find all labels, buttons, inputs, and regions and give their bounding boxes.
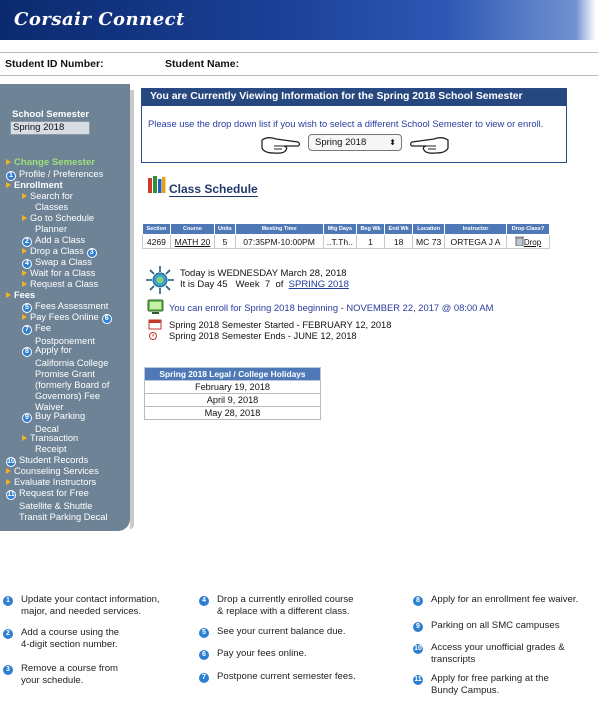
calendar-icon — [148, 317, 163, 343]
holidays-header: Spring 2018 Legal / College Holidays — [145, 368, 321, 381]
day-number: 45 — [216, 279, 228, 290]
sidebar-item-label: Transaction — [30, 433, 79, 443]
enroll-notice — [147, 299, 494, 317]
column-header: Beg Wk — [356, 224, 384, 235]
sidebar-item-label: Waiver — [35, 402, 64, 412]
step-number-badge: 5 — [198, 627, 210, 639]
class-schedule-title: Class Schedule — [169, 182, 258, 196]
legend-text — [431, 594, 578, 606]
table-row — [145, 394, 321, 407]
legend-line: & replace with a different class. — [217, 606, 350, 617]
sidebar-item-label: Go to Schedule — [30, 213, 95, 223]
student-name-label: Student Name: — [165, 58, 240, 70]
today-day-line — [180, 279, 349, 290]
legend-line: Apply for free parking at the — [431, 673, 549, 684]
step-number-badge: 3 — [87, 248, 97, 258]
step-number-badge: 4 — [198, 595, 210, 607]
banner-fade — [576, 0, 596, 40]
today-date: WEDNESDAY March 28, 2018 — [217, 268, 347, 279]
cell-days: ..T.Th.. — [323, 235, 356, 249]
today-prefix: Today is — [180, 268, 215, 279]
legend-text — [217, 626, 346, 638]
arrow-icon — [22, 248, 27, 254]
sidebar-item-label: Fees — [14, 290, 36, 300]
semester-viewing-panel — [141, 88, 567, 163]
arrow-icon — [6, 479, 11, 485]
enroll-notice-text: You can enroll for Spring 2018 beginning - NOVEMBER 22, 2017 @ 08:00 AM — [169, 302, 494, 313]
sidebar-item-15[interactable] — [22, 411, 85, 434]
step-number-badge: 9 — [412, 621, 424, 633]
legend-line: major, and needed services. — [21, 606, 141, 617]
holidays-table — [144, 367, 321, 420]
sidebar-item-label: Apply for — [35, 345, 72, 355]
legend-text — [217, 594, 354, 618]
step-number-badge: 2 — [2, 628, 14, 640]
arrow-icon — [22, 314, 27, 320]
semester-link[interactable]: SPRING 2018 — [288, 279, 349, 290]
column-header: Location — [413, 224, 445, 235]
sidebar-item-label: Transit Parking Decal — [19, 512, 108, 522]
legend-line: Bundy Campus. — [431, 685, 500, 696]
legend-line: Postpone current semester fees. — [217, 671, 356, 682]
table-row — [145, 407, 321, 420]
column-header: Meeting Time — [235, 224, 323, 235]
arrow-icon — [22, 193, 27, 199]
arrow-icon — [22, 435, 27, 441]
step-number-badge: 7 — [198, 672, 210, 684]
sidebar-item-18[interactable] — [6, 466, 99, 476]
step-number-badge: 8 — [412, 595, 424, 607]
legend-line: Update your contact information, — [21, 594, 160, 605]
column-header: Units — [215, 224, 235, 235]
legend-text — [431, 620, 560, 632]
sidebar-item-label: (formerly Board of — [35, 380, 110, 390]
legend-line: Remove a course from — [21, 663, 119, 674]
holiday-date: May 28, 2018 — [145, 407, 321, 420]
sidebar-item-9[interactable] — [22, 279, 98, 289]
of-label: of — [275, 279, 284, 290]
sidebar-item-label: California College — [35, 358, 109, 368]
course-link[interactable]: MATH 20 — [170, 235, 214, 249]
sidebar-item-label: Satellite & Shuttle — [19, 501, 93, 511]
sidebar-item-label: Enrollment — [14, 180, 63, 190]
step-number-badge: 4 — [22, 259, 32, 269]
column-header: Course — [170, 224, 214, 235]
app-banner — [0, 0, 598, 40]
today-date-line — [180, 268, 347, 279]
step-number-badge: 9 — [22, 413, 32, 423]
step-number-badge: 8 — [22, 347, 32, 357]
step-number-badge: 1 — [2, 595, 14, 607]
week-label: Week — [235, 279, 260, 290]
sidebar-item-10[interactable] — [6, 290, 35, 300]
drop-link[interactable]: Drop — [523, 238, 542, 247]
select-caret-icon: ⬍ — [389, 138, 396, 147]
legend-line: Pay your fees online. — [217, 648, 307, 659]
sidebar-item-13[interactable] — [22, 323, 95, 346]
step-number-badge: 10 — [412, 643, 424, 655]
sidebar-item-label: Change Semester — [14, 157, 96, 168]
column-header: Drop Class? — [506, 224, 549, 235]
viewing-message: Please use the drop down list if you wish to select a different School Semester to view or enroll. — [148, 118, 544, 129]
arrow-icon — [6, 182, 11, 188]
sidebar-item-label: Governors) Fee — [35, 391, 101, 401]
sidebar-item-19[interactable] — [6, 477, 96, 487]
pointing-hand-right-icon — [260, 134, 302, 156]
step-number-badge: 10 — [7, 458, 15, 465]
arrow-icon — [22, 281, 27, 287]
sidebar-item-label: Promise Grant — [35, 369, 95, 379]
sun-icon — [145, 265, 175, 295]
sidebar-item-label: Request for Free — [19, 488, 89, 498]
legend-line: transcripts — [431, 654, 476, 665]
legend-line: 4-digit section number. — [21, 639, 118, 650]
step-number-badge: 6 — [102, 314, 112, 324]
column-header: Mtg Days — [323, 224, 356, 235]
semester-value: Spring 2018 — [10, 121, 90, 135]
sidebar-item-label: Request a Class — [30, 279, 99, 289]
column-header: End Wk — [385, 224, 413, 235]
today-info — [145, 265, 349, 298]
legend-line: Access your unofficial grades & — [431, 642, 565, 653]
arrow-icon — [6, 159, 11, 165]
table-row — [143, 235, 550, 249]
step-number-badge: 3 — [2, 664, 14, 676]
pointing-hand-left-icon — [408, 134, 450, 156]
schedule-header-row — [143, 224, 550, 235]
sidebar-item-label: Counseling Services — [14, 466, 99, 476]
sidebar-item-label: Search for — [30, 191, 73, 201]
sidebar-item-4[interactable] — [22, 213, 94, 234]
sidebar-item-3[interactable] — [22, 191, 73, 212]
step-number-badge: 2 — [22, 237, 32, 247]
sidebar-shadow — [130, 90, 134, 529]
books-icon — [147, 175, 167, 195]
trash-icon — [515, 236, 524, 246]
sidebar-item-label: Wait for a Class — [30, 268, 96, 278]
arrow-icon — [6, 292, 11, 298]
sidebar-item-0[interactable] — [6, 158, 95, 168]
legend-line: Add a course using the — [21, 627, 120, 638]
legend-line: Parking on all SMC campuses — [431, 620, 560, 631]
sidebar-item-label: Buy Parking — [35, 411, 86, 421]
sidebar-item-label: Drop a Class — [30, 246, 84, 256]
student-info-bar — [0, 52, 598, 76]
sidebar-item-label: Classes — [35, 202, 69, 212]
cell-instructor: ORTEGA J A — [445, 235, 507, 249]
sidebar-item-label: Swap a Class — [35, 257, 92, 267]
app-logo: Corsair Connect — [14, 9, 185, 30]
column-header: Section — [143, 224, 171, 235]
sidebar-item-label: Decal — [35, 424, 59, 434]
class-schedule-heading — [147, 175, 258, 198]
day-label: It is Day — [180, 279, 215, 290]
cell-begin-week: 1 — [356, 235, 384, 249]
arrow-icon — [22, 215, 27, 221]
class-schedule-table — [142, 223, 550, 249]
drop-class-button[interactable] — [506, 235, 549, 249]
sidebar-item-label: Evaluate Instructors — [14, 477, 97, 487]
sidebar-item-label: Profile / Preferences — [19, 169, 104, 179]
cell-location: MC 73 — [413, 235, 445, 249]
arrow-icon — [22, 270, 27, 276]
sidebar-item-label: Planner — [35, 224, 68, 234]
semester-select[interactable] — [308, 134, 402, 151]
sidebar-item-label: Fee — [35, 323, 52, 333]
column-header: Instructor — [445, 224, 507, 235]
step-number-badge: 1 — [6, 171, 16, 181]
sidebar-item-label: Student Records — [19, 455, 89, 465]
sidebar-item-label: Fees Assessment — [35, 301, 109, 311]
sidebar-item-2[interactable] — [6, 180, 63, 190]
sidebar-item-20[interactable] — [6, 488, 108, 522]
viewing-header: You are Currently Viewing Information for the Spring 2018 School Semester — [142, 89, 566, 106]
sidebar-item-16[interactable] — [22, 433, 78, 454]
legend-line: See your current balance due. — [217, 626, 346, 637]
semester-end-date: Spring 2018 Semester Ends - JUNE 12, 2018 — [169, 331, 357, 341]
sidebar-item-14[interactable] — [22, 345, 109, 412]
cell-units: 5 — [215, 235, 235, 249]
sidebar-item-label: Pay Fees Online — [30, 312, 99, 322]
step-number-badge: 11 — [7, 491, 15, 498]
sidebar-item-label: Receipt — [35, 444, 67, 454]
sidebar-item-label: Add a Class — [35, 235, 86, 245]
arrow-icon — [6, 468, 11, 474]
sidebar-item-label: Postponement — [35, 336, 95, 346]
legend-line: Drop a currently enrolled course — [217, 594, 354, 605]
legend-text — [431, 642, 565, 666]
legend-text — [21, 627, 119, 651]
cell-end-week: 18 — [385, 235, 413, 249]
cell-section: 4269 — [143, 235, 171, 249]
step-number-badge: 7 — [22, 325, 32, 335]
student-id-label: Student ID Number: — [5, 58, 104, 70]
cell-meeting-time: 07:35PM-10:00PM — [235, 235, 323, 249]
semester-select-value: Spring 2018 — [315, 137, 367, 148]
semester-start-date: Spring 2018 Semester Started - FEBRUARY 12, 2018 — [169, 320, 392, 330]
step-number-badge: 6 — [198, 649, 210, 661]
week-number: 7 — [264, 279, 271, 290]
legend-line: Apply for an enrollment fee waiver. — [431, 594, 579, 605]
table-row — [145, 381, 321, 394]
legend-text — [431, 673, 549, 697]
semester-dates — [148, 317, 392, 345]
legend-line: your schedule. — [21, 675, 84, 686]
step-number-badge: 5 — [22, 303, 32, 313]
computer-icon — [147, 299, 164, 315]
holiday-date: February 19, 2018 — [145, 381, 321, 394]
legend-text — [21, 663, 118, 687]
semester-label: School Semester — [12, 109, 90, 120]
step-number-badge: 11 — [412, 674, 424, 686]
sidebar-item-8[interactable] — [22, 268, 95, 278]
legend-text — [21, 594, 160, 618]
legend-text — [217, 648, 307, 660]
legend-text — [217, 671, 356, 683]
holiday-date: April 9, 2018 — [145, 394, 321, 407]
